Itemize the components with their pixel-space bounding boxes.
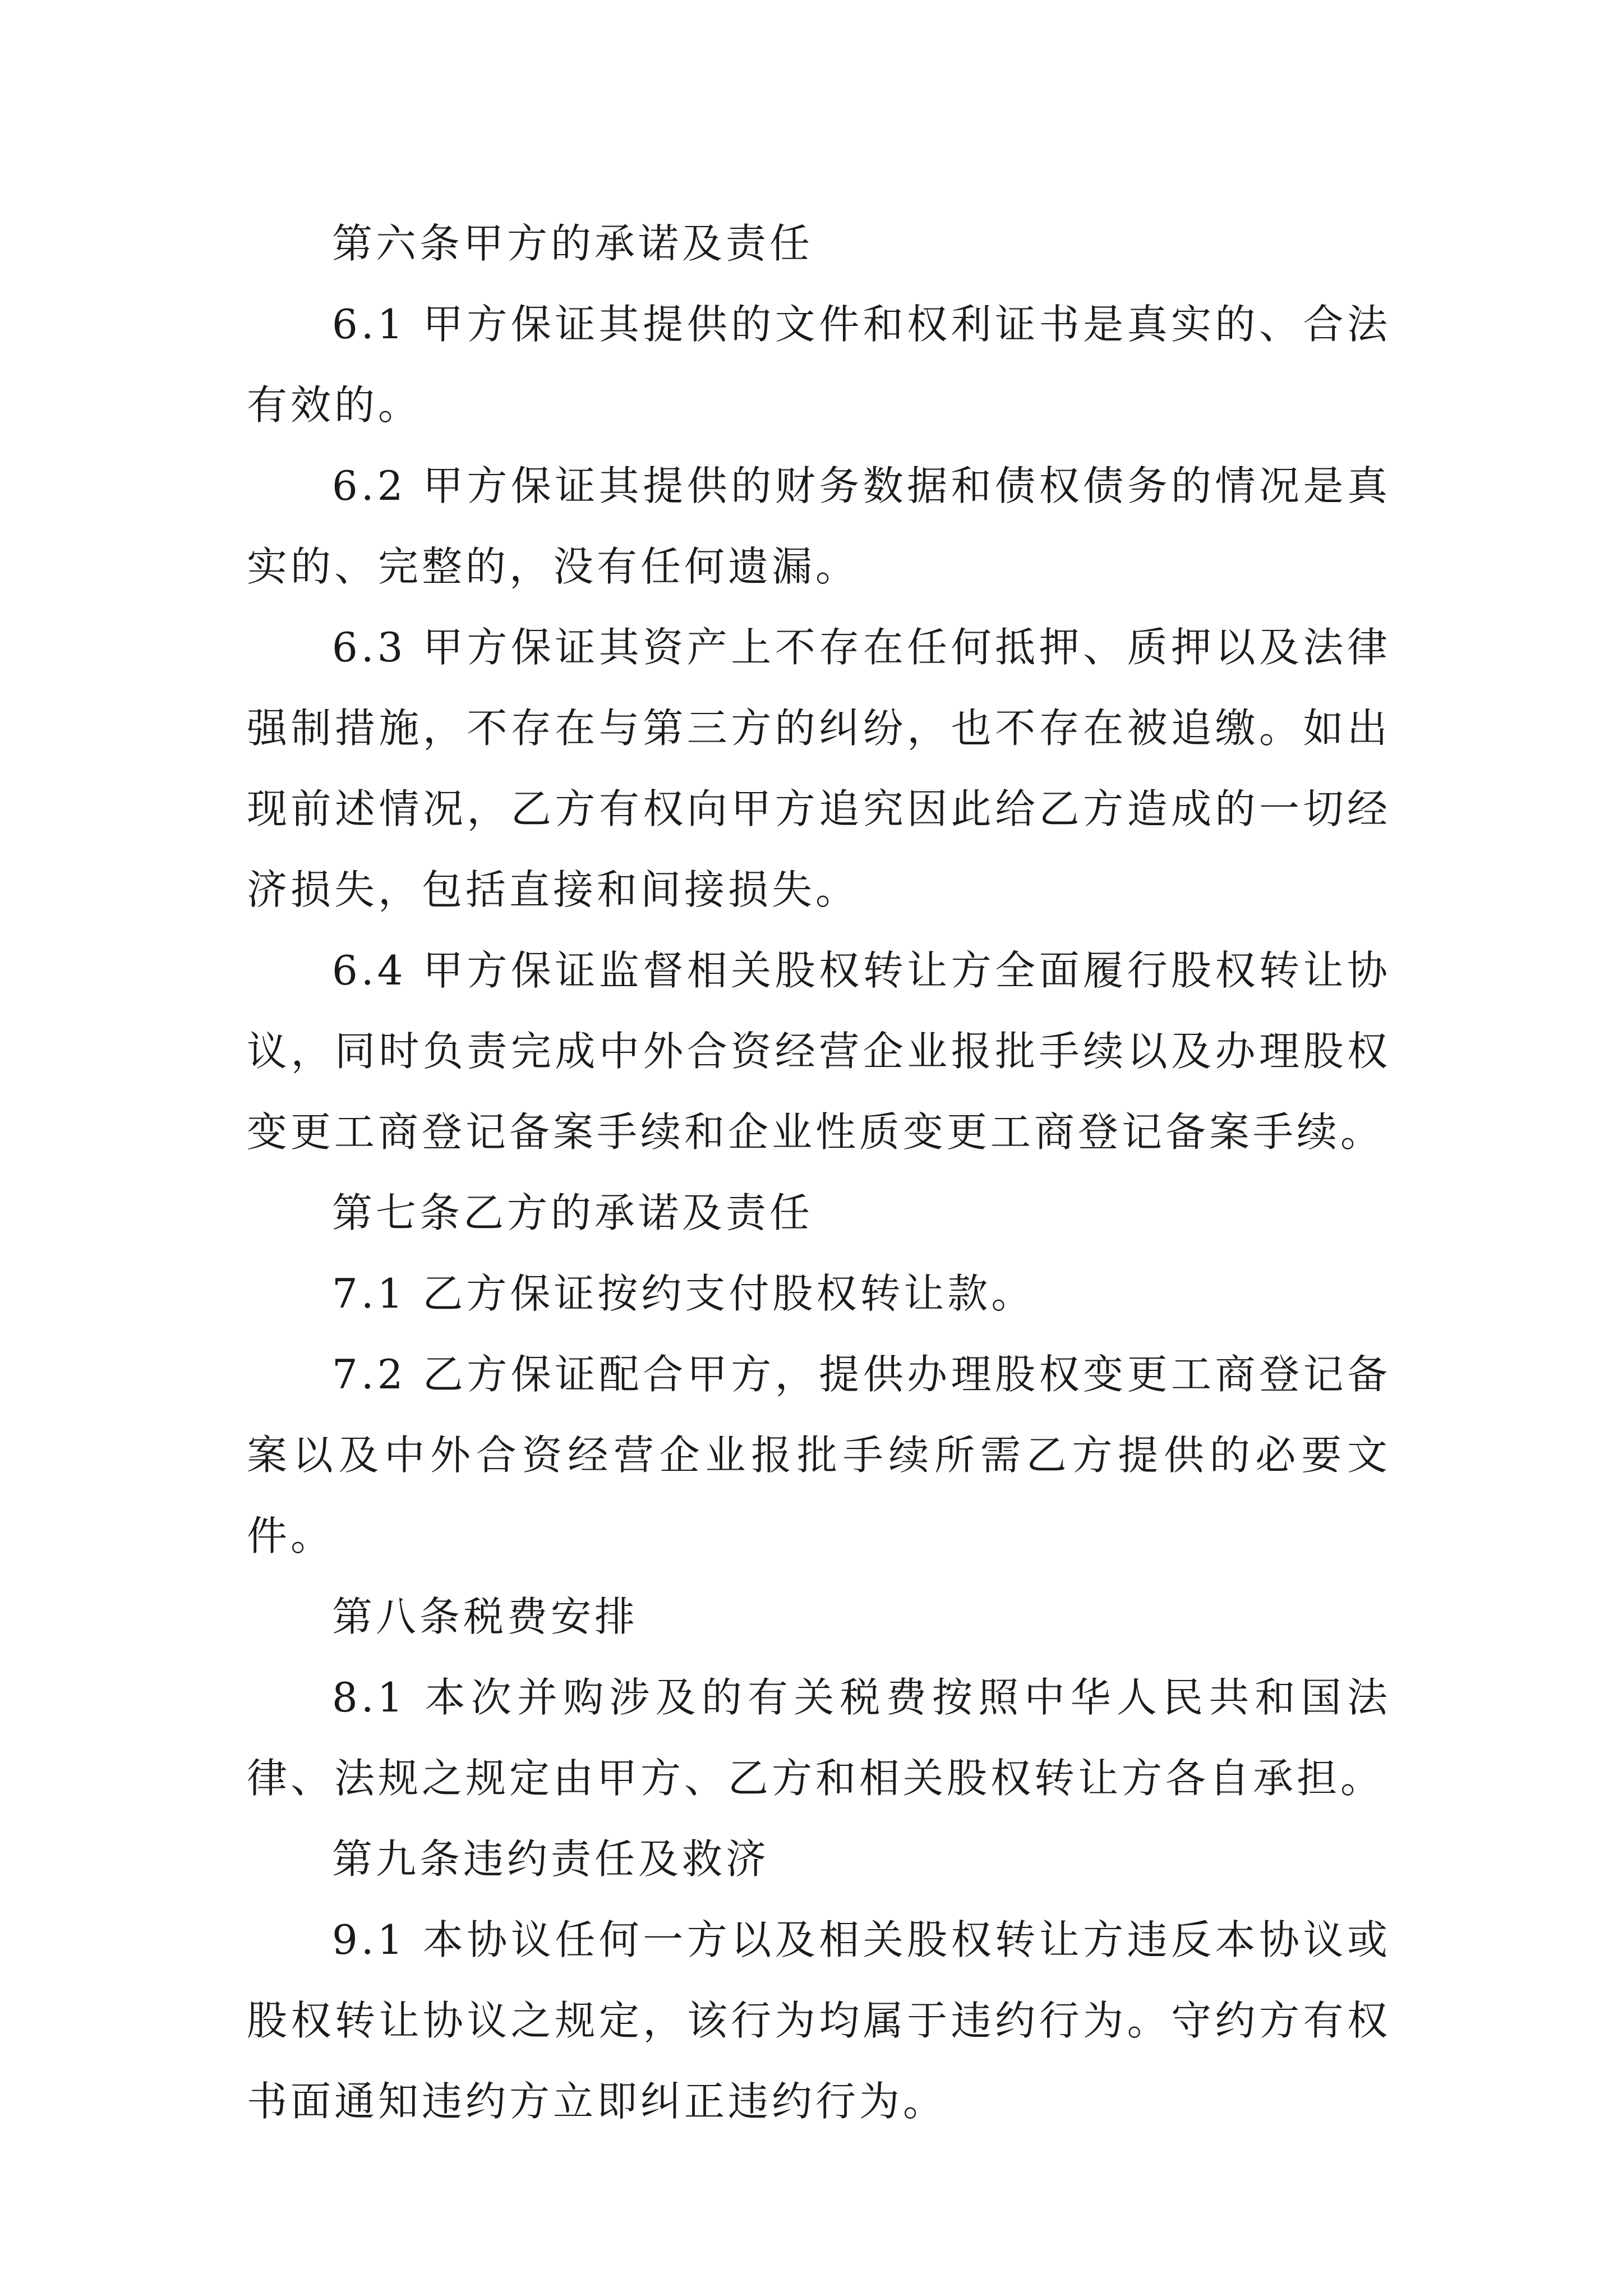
clause-6-1: 6.1 甲方保证其提供的文件和权利证书是真实的、合法有效的。 bbox=[247, 301, 1391, 429]
article-9-heading: 第九条违约责任及救济 bbox=[332, 1835, 770, 1883]
clause-6-3: 6.3 甲方保证其资产上不存在任何抵押、质押以及法律强制措施，不存在与第三方的纠纷，也不存在被追缴。如出现前述情况，乙方有权向甲方追究因此给乙方造成的一切经济损失，包括直接和间接损失。 bbox=[247, 624, 1391, 913]
clause-7-2: 7.2 乙方保证配合甲方，提供办理股权变更工商登记备案以及中外合资经营企业报批手续所需乙方提供的必要文件。 bbox=[247, 1351, 1391, 1559]
article-7-heading: 第七条乙方的承诺及责任 bbox=[332, 1189, 814, 1236]
article-6-heading: 第六条甲方的承诺及责任 bbox=[332, 220, 814, 267]
article-8-heading: 第八条税费安排 bbox=[332, 1593, 639, 1640]
clause-9-1: 9.1 本协议任何一方以及相关股权转让方违反本协议或股权转让协议之规定，该行为均属于违约行为。守约方有权书面通知违约方立即纠正违约行为。 bbox=[247, 1916, 1391, 2125]
document-body bbox=[247, 203, 1391, 2142]
clause-6-4: 6.4 甲方保证监督相关股权转让方全面履行股权转让协议，同时负责完成中外合资经营企业报批手续以及办理股权变更工商登记备案手续和企业性质变更工商登记备案手续。 bbox=[247, 947, 1391, 1156]
clause-8-1: 8.1 本次并购涉及的有关税费按照中华人民共和国法律、法规之规定由甲方、乙方和相关股权转让方各自承担。 bbox=[247, 1674, 1391, 1802]
clause-6-2: 6.2 甲方保证其提供的财务数据和债权债务的情况是真实的、完整的，没有任何遗漏。 bbox=[247, 462, 1391, 590]
clause-7-1: 7.1 乙方保证按约支付股权转让款。 bbox=[332, 1270, 1035, 1317]
